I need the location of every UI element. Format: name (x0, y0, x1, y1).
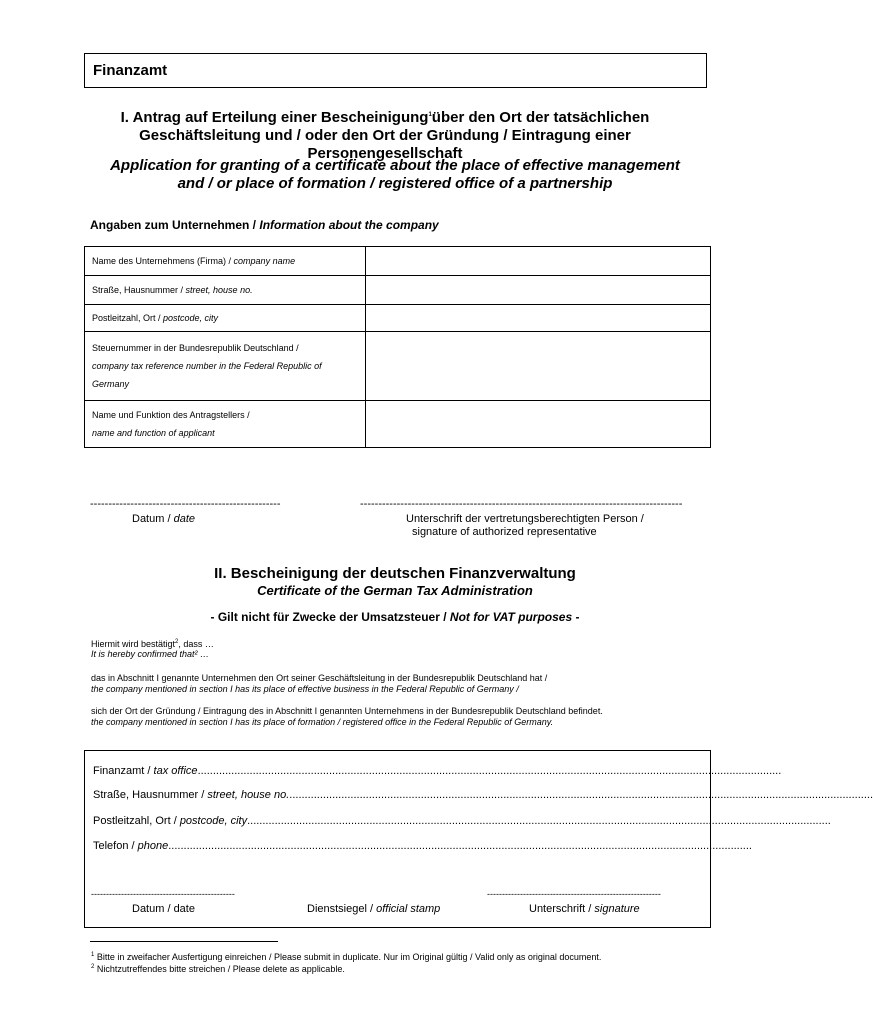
confirmation-en-text: It is hereby confirmed that² … (91, 649, 210, 659)
official-stamp-label (307, 903, 440, 915)
tax-office-field[interactable] (93, 765, 782, 777)
table-row (85, 332, 711, 401)
field-label-en: phone (137, 840, 169, 852)
confirmation-footnote-ref: 2 (175, 639, 179, 645)
office-sig-label-de: Unterschrift / (529, 903, 595, 915)
title-footnote-ref: 1 (428, 112, 432, 118)
postcode-city-field[interactable] (366, 305, 711, 332)
table-cell-label (85, 276, 366, 305)
footnote-number: 2 (91, 964, 95, 970)
confirmation-de (91, 637, 214, 649)
field-dots: ............................................................................................................................................................................................... (168, 840, 752, 852)
table-row (85, 276, 711, 305)
confirmation-de-end: , dass … (178, 639, 214, 649)
signature-label-de: Unterschrift der vertretungsberechtigten Person / (406, 513, 644, 525)
title-de-line1: I. Antrag auf Erteilung einer Bescheinigung (120, 109, 429, 126)
office-phone-field[interactable] (93, 840, 752, 852)
office-header-label: Finanzamt (93, 62, 168, 79)
field-label-en: street, house no. (207, 789, 290, 801)
row-label-en: name and function of applicant (92, 428, 215, 438)
company-heading-de: Angaben zum Unternehmen / (90, 218, 260, 232)
section2-title-en: Certificate of the German Tax Administration (257, 583, 533, 598)
table-row (85, 305, 711, 332)
date-label-de: Datum / (132, 513, 174, 525)
date-label-en: date (173, 513, 195, 525)
street-field[interactable] (366, 276, 711, 305)
section2-title-de: II. Bescheinigung der deutschen Finanzverwaltung (214, 565, 576, 582)
row-label-de: Straße, Hausnummer / (92, 285, 186, 295)
field-label-en: tax office (153, 765, 198, 777)
stamp-label-de: Dienstsiegel / (307, 903, 377, 915)
office-street-field[interactable] (93, 789, 873, 801)
field-dots: ............................................................................................................................................................................................... (197, 765, 782, 777)
field-dots: ............................................................................................................................................................................................... (247, 815, 831, 827)
field-label-de: Telefon / (93, 840, 138, 852)
company-info-table (84, 246, 711, 448)
company-name-field[interactable] (366, 247, 711, 276)
title-german (0, 106, 770, 163)
office-header-box (84, 53, 707, 88)
title-de-line1b: über den Ort der tatsächlichen (431, 109, 650, 126)
title-de-line3: Personengesellschaft (307, 145, 463, 162)
row-label-de: Steuernummer in der Bundesrepublik Deutschland / (92, 343, 299, 353)
row-label-de: Postleitzahl, Ort / (92, 313, 164, 323)
option2-en (91, 717, 553, 727)
table-cell-label (85, 332, 366, 401)
section2-heading (0, 565, 790, 599)
table-row (85, 247, 711, 276)
footnote-2 (91, 962, 345, 975)
company-heading-en: Information about the company (259, 218, 439, 232)
table-cell-label (85, 401, 366, 448)
field-label-en: postcode, city (179, 815, 248, 827)
row-label-en: company name (233, 256, 296, 266)
row-label-en: postcode, city (163, 313, 219, 323)
row-label-de: Name des Unternehmens (Firma) / (92, 256, 234, 266)
title-de-line2: Geschäftsleitung und / oder den Ort der Gründung / Eintragung einer (139, 127, 631, 144)
row-label-en: company tax reference number in the Federal Republic of Germany (92, 361, 322, 389)
option1-en-text: the company mentioned in section I has its place of effective business in the Federal Republic of Germany / (91, 684, 519, 694)
row-label-en: street, house no. (185, 285, 253, 295)
tax-office-box (84, 750, 873, 928)
date-label (132, 513, 195, 525)
title-english (0, 157, 790, 193)
field-label-de: Postleitzahl, Ort / (93, 815, 180, 827)
title-en-line2: and / or place of formation / registered office of a partnership (177, 175, 613, 192)
footnote-text: Bitte in zweifacher Ausfertigung einreichen / Please submit in duplicate. Nur im Original gültig / Valid only as original document. (94, 952, 602, 962)
field-dots: ............................................................................................................................................................................................... (289, 789, 873, 801)
option2-en-text: the company mentioned in section I has its place of formation / registered office in the Federal Republic of Germany. (91, 717, 554, 727)
vat-notice-de: - Gilt nicht für Zwecke der Umsatzsteuer / (210, 610, 450, 624)
footnote-divider (90, 941, 278, 942)
field-label-de: Finanzamt / (93, 765, 154, 777)
company-section-heading (90, 218, 439, 232)
office-signature-label (529, 903, 640, 915)
office-sig-label-en: signature (594, 903, 640, 915)
tax-number-field[interactable] (366, 332, 711, 401)
signature-line: ---------------------------------------------------------------------------------------- (360, 498, 683, 510)
row-label-de: Name und Funktion des Antragstellers / (92, 410, 250, 420)
footnote-number: 1 (91, 952, 95, 958)
office-signature-line: ---------------------------------------------------------- (487, 889, 661, 899)
footnote-text: Nichtzutreffendes bitte streichen / Please delete as applicable. (94, 964, 345, 974)
vat-notice-en: Not for VAT purposes (449, 610, 573, 624)
stamp-label-en: official stamp (376, 903, 441, 915)
date-line: ---------------------------------------------------- (90, 498, 281, 510)
confirmation-en (91, 649, 209, 659)
office-date-line: ------------------------------------------------ (91, 889, 235, 899)
table-row (85, 401, 711, 448)
confirmation-de-text: Hiermit wird bestätigt (91, 639, 176, 649)
table-cell-label (85, 305, 366, 332)
signature-label-en: signature of authorized representative (412, 526, 597, 538)
vat-notice (0, 610, 790, 624)
applicant-field[interactable] (366, 401, 711, 448)
vat-notice-end: - (572, 610, 580, 624)
office-date-label: Datum / date (132, 903, 195, 915)
field-label-de: Straße, Hausnummer / (93, 789, 208, 801)
option2-de: sich der Ort der Gründung / Eintragung des in Abschnitt I genannten Unternehmens in der Bundesrepublik Deutschland befindet. (91, 706, 603, 716)
option1-de: das in Abschnitt I genannte Unternehmen den Ort seiner Geschäftsleitung in der Bundesrepublik Deutschland hat / (91, 673, 548, 683)
office-postcode-field[interactable] (93, 815, 831, 827)
table-cell-label (85, 247, 366, 276)
title-en-line1: Application for granting of a certificate about the place of effective management (110, 157, 680, 174)
option1-en (91, 684, 519, 694)
